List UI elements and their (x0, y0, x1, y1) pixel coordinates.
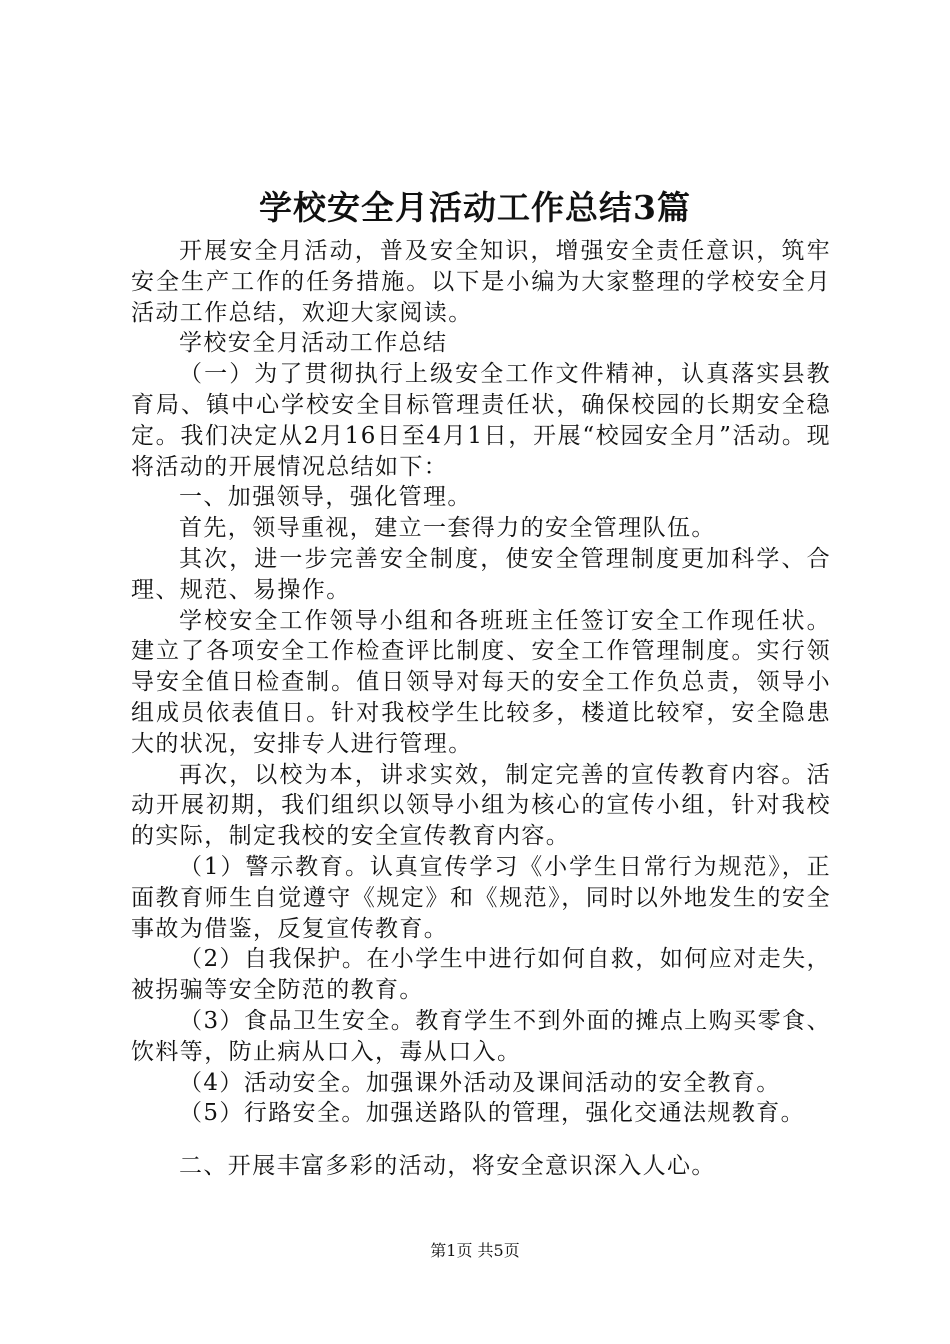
paragraph-part-one: （一）为了贯彻执行上级安全工作文件精神，认真落实县教育局、镇中心学校安全目标管理责任状，确保校园的长期安全稳定。我们决定从2月16日至4月1日，开展“校园安全月”活动。现将活动的开展情况总结如下： (131, 361, 831, 480)
paragraph-item-2: （2）自我保护。在小学生中进行如何自救，如何应对走失，被拐骗等安全防范的教育。 (131, 946, 831, 1004)
page-footer: 第1页 共5页 (430, 1241, 520, 1260)
paragraph-second: 其次，进一步完善安全制度，使安全管理制度更加科学、合理、规范、易操作。 (131, 545, 831, 603)
document-body (131, 236, 831, 1182)
paragraph-item-4: （4）活动安全。加强课外活动及课间活动的安全教育。 (179, 1069, 781, 1096)
paragraph-heading-2: 二、开展丰富多彩的活动，将安全意识深入人心。 (179, 1153, 716, 1180)
document-title: 学校安全月活动工作总结3篇 (259, 188, 691, 227)
paragraph-item-3: （3）食品卫生安全。教育学生不到外面的摊点上购买零食、饮料等，防止病从口入，毒从口入。 (131, 1007, 831, 1065)
paragraph-heading-1: 一、加强领导，强化管理。 (179, 484, 472, 511)
paragraph-leadership: 学校安全工作领导小组和各班班主任签订安全工作现任状。建立了各项安全工作检查评比制度、安全工作管理制度。实行领导安全值日检查制。值日领导对每天的安全工作负总责，领导小组成员依表值日。针对我校学生比较多，楼道比较窄，安全隐患大的状况，安排专人进行管理。 (131, 607, 831, 757)
paragraph-subtitle: 学校安全月活动工作总结 (179, 330, 448, 357)
paragraph-first: 首先，领导重视，建立一套得力的安全管理队伍。 (179, 515, 716, 542)
paragraph-intro: 开展安全月活动，普及安全知识，增强安全责任意识，筑牢安全生产工作的任务措施。以下是小编为大家整理的学校安全月活动工作总结，欢迎大家阅读。 (131, 238, 831, 326)
paragraph-third: 再次，以校为本，讲求实效，制定完善的宣传教育内容。活动开展初期，我们组织以领导小组为核心的宣传小组，针对我校的实际，制定我校的安全宣传教育内容。 (131, 761, 831, 850)
paragraph-item-1: （1）警示教育。认真宣传学习《小学生日常行为规范》，正面教育师生自觉遵守《规定》和《规范》，同时以外地发生的安全事故为借鉴，反复宣传教育。 (131, 853, 831, 942)
paragraph-item-5: （5）行路安全。加强送路队的管理，强化交通法规教育。 (179, 1100, 806, 1127)
